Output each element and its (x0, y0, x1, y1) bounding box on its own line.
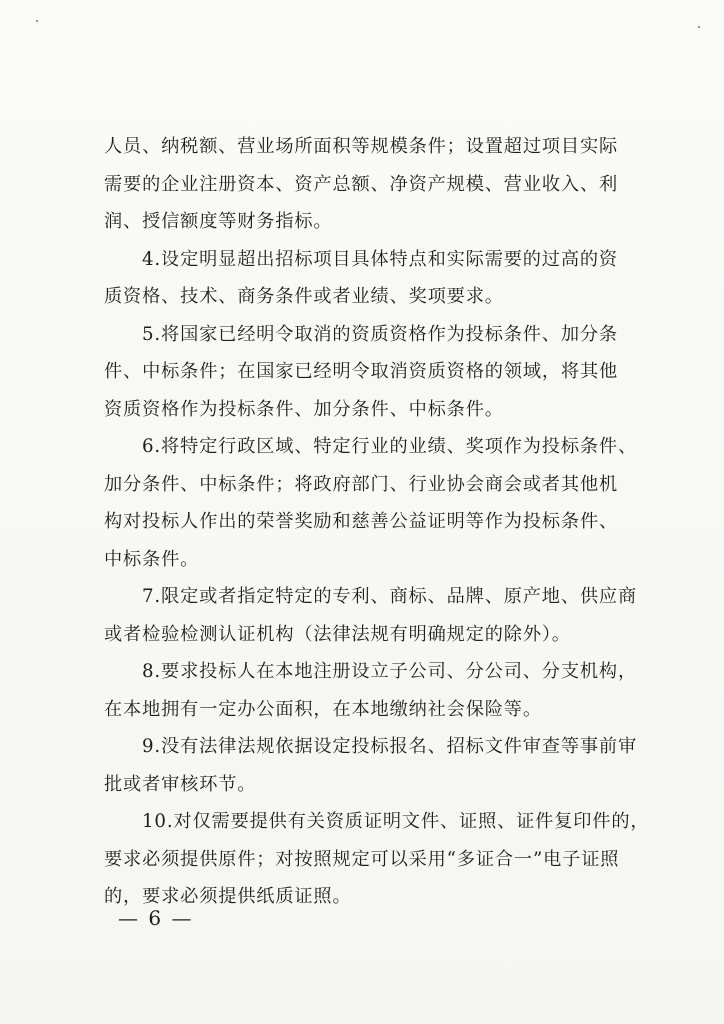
text-line: 加分条件、中标条件；将政府部门、行业协会商会或者其他机 (104, 473, 619, 495)
paragraph-3-continued (104, 128, 634, 241)
text-line: 需要的企业注册资本、资产总额、净资产规模、营业收入、利 (104, 173, 619, 195)
scan-dot (698, 26, 700, 28)
text-line: 质资格、技术、商务条件或者业绩、奖项要求。 (104, 286, 504, 307)
text-line: 4.设定明显超出招标项目具体特点和实际需要的过高的资 (142, 248, 618, 270)
paragraph-9 (104, 728, 637, 803)
paragraph-7 (104, 578, 637, 653)
text-line: 要求必须提供原件；对按照规定可以采用“多证合一”电子证照 (104, 848, 620, 870)
text-line: 9.没有法律法规依据设定投标报名、招标文件审查等事前审 (142, 736, 637, 757)
text-line: 资质资格作为投标条件、加分条件、中标条件。 (104, 398, 504, 420)
text-line: 7.限定或者指定特定的专利、商标、品牌、原产地、供应商 (142, 586, 637, 607)
paragraph-10 (104, 803, 650, 916)
paragraph-6 (104, 428, 637, 578)
text-line: 构对投标人作出的荣誉奖励和慈善公益证明等作为投标条件、 (104, 511, 619, 532)
text-line: 10.对仅需要提供有关资质证明文件、证照、证件复印件的， (142, 811, 650, 832)
paragraph-8 (104, 653, 637, 728)
paragraph-5 (104, 316, 634, 429)
text-line: 或者检验检测认证机构（法律法规有明确规定的除外）。 (104, 623, 571, 645)
text-line: 6.将特定行政区域、特定行业的业绩、奖项作为投标条件、 (142, 436, 637, 457)
page-number: — 6 — (118, 906, 194, 930)
scan-dot (36, 20, 38, 22)
text-line: 件、中标条件；在国家已经明令取消资质资格的领域，将其他 (104, 361, 619, 382)
text-line: 人员、纳税额、营业场所面积等规模条件；设置超过项目实际 (104, 136, 619, 157)
paragraph-4 (104, 241, 634, 316)
text-line: 中标条件。 (104, 548, 200, 570)
text-line: 在本地拥有一定办公面积，在本地缴纳社会保险等。 (104, 698, 542, 720)
text-line: 5.将国家已经明令取消的资质资格作为投标条件、加分条 (142, 323, 618, 345)
text-line: 8.要求投标人在本地注册设立子公司、分公司、分支机构， (142, 661, 637, 682)
document-body (104, 128, 650, 916)
text-line: 的，要求必须提供纸质证照。 (104, 886, 352, 907)
text-line: 批或者审核环节。 (104, 773, 257, 795)
text-line: 润、授信额度等财务指标。 (104, 211, 333, 232)
